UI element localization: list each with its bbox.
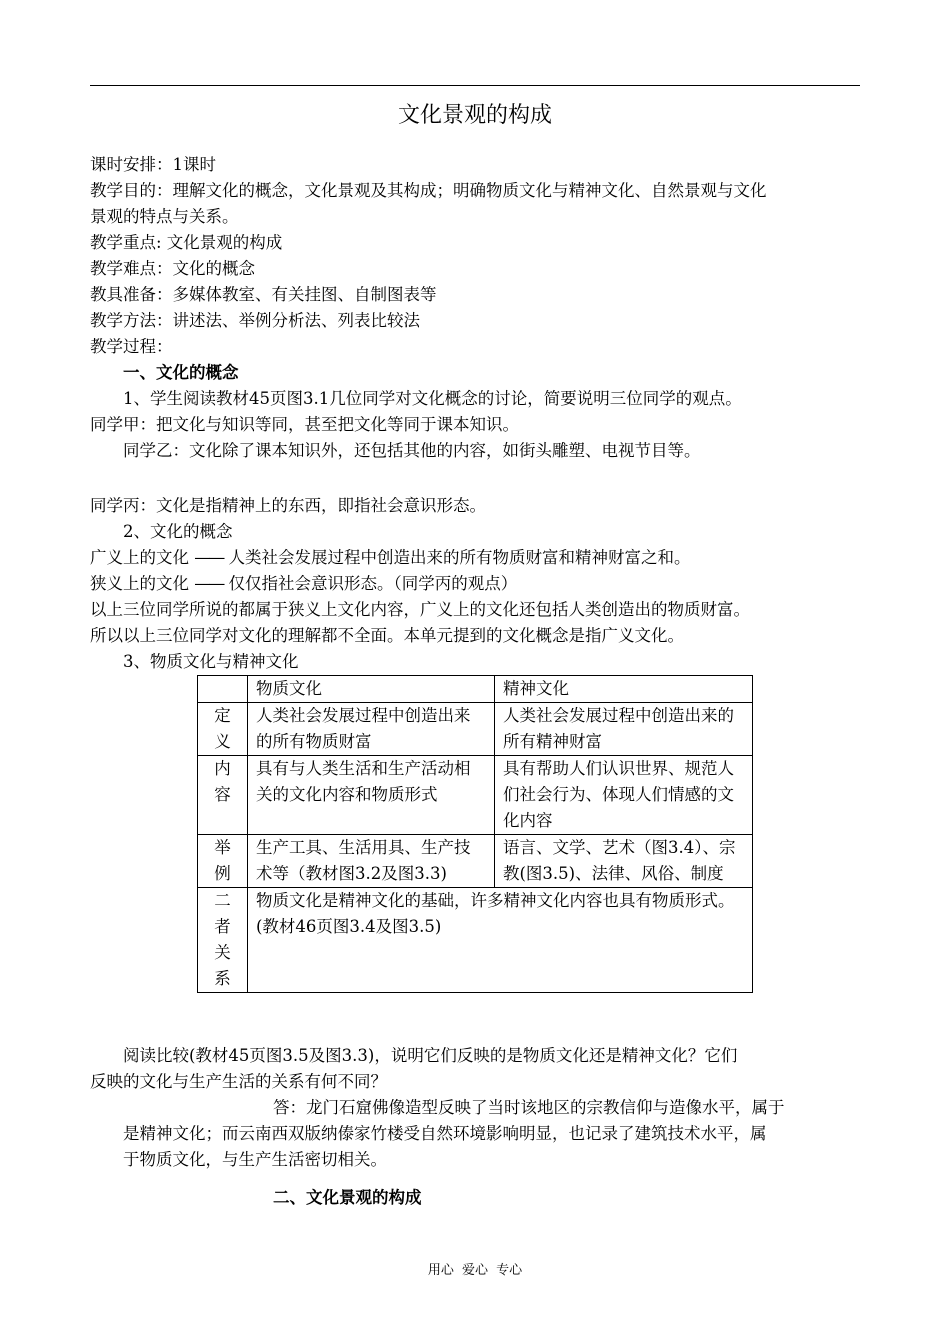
row-header-text: 定义 [214,706,231,751]
column-header-material: 物质文化 [248,676,495,703]
teaching-aids: 教具准备：多媒体教室、有关挂图、自制图表等 [90,285,437,304]
term: 狭义上的文化 [90,574,189,593]
table-cell: 具有帮助人们认识世界、规范人们社会行为、体现人们情感的文化内容 [495,756,753,835]
section-1-heading: 一、文化的概念 [123,363,239,382]
row-header [198,703,248,756]
section-2-heading: 二、文化景观的构成 [273,1188,422,1207]
term: 广义上的文化 [90,548,189,567]
table-cell: 具有与人类生活和生产活动相关的文化内容和物质形式 [248,756,495,835]
paragraph: 反映的文化与生产生活的关系有何不同？ [90,1072,387,1091]
table-row [198,835,753,888]
row-header [198,756,248,835]
table-row [198,703,753,756]
paragraph: 以上三位同学所说的都属于狭义上文化内容，广义上的文化还包括人类创造出的物质财富。 [90,600,750,619]
class-hours: 课时安排：1课时 [90,155,216,174]
student-a-view: 同学甲：把文化与知识等同，甚至把文化等同于课本知识。 [90,415,519,434]
row-header-text: 内容 [214,759,231,804]
row-header [198,835,248,888]
page-footer: 用心 爱心 专心 [427,1263,523,1278]
table-cell: 生产工具、生活用具、生产技术等（教材图3.2及图3.3) [248,835,495,888]
dash: —— [194,548,224,567]
table-corner-cell [198,676,248,703]
row-header-text: 举例 [214,838,231,883]
dash: —— [194,574,224,593]
teaching-process: 教学过程： [90,337,173,356]
narrow-culture-definition [90,571,517,597]
row-header [198,888,248,993]
teaching-purpose-cont: 景观的特点与关系。 [90,207,239,226]
table-cell: 语言、文学、艺术（图3.4）、宗教(图3.5)、法律、风俗、制度 [495,835,753,888]
teaching-methods: 教学方法：讲述法、举例分析法、列表比较法 [90,311,420,330]
definition: 人类社会发展过程中创造出来的所有物质财富和精神财富之和。 [228,548,691,567]
student-b-view: 同学乙：文化除了课本知识外，还包括其他的内容，如街头雕塑、电视节目等。 [123,441,701,460]
teaching-focus: 教学重点: 文化景观的构成 [90,233,283,252]
teaching-purpose: 教学目的：理解文化的概念，文化景观及其构成；明确物质文化与精神文化、自然景观与文化 [90,181,767,200]
paragraph: 阅读比较(教材45页图3.5及图3.3)，说明它们反映的是物质文化还是精神文化？它们 [123,1046,738,1065]
answer-cont: 是精神文化；而云南西双版纳傣家竹楼受自然环境影响明显，也记录了建筑技术水平，属 [123,1124,767,1143]
answer: 答：龙门石窟佛像造型反映了当时该地区的宗教信仰与造像水平，属于 [273,1098,785,1117]
broad-culture-definition [90,545,691,571]
paragraph: 1、学生阅读教材45页图3.1几位同学对文化概念的讨论，简要说明三位同学的观点。 [123,389,742,408]
table-cell: 物质文化是精神文化的基础，许多精神文化内容也具有物质形式。(教材46页图3.4及图3.5) [248,888,753,993]
row-header-text: 二者关系 [214,891,231,988]
answer-cont: 于物质文化，与生产生活密切相关。 [123,1150,387,1169]
page-title: 文化景观的构成 [397,103,552,128]
table-row [198,888,753,993]
header-rule [90,85,860,86]
subheading: 3、物质文化与精神文化 [123,652,299,671]
teaching-difficulty: 教学难点：文化的概念 [90,259,255,278]
culture-comparison-table [197,675,753,993]
table-cell: 人类社会发展过程中创造出来的所有精神财富 [495,703,753,756]
definition: 仅仅指社会意识形态。（同学丙的观点） [228,574,518,593]
subheading: 2、文化的概念 [123,522,233,541]
student-c-view: 同学丙：文化是指精神上的东西，即指社会意识形态。 [90,496,486,515]
table-row [198,756,753,835]
table-cell: 人类社会发展过程中创造出来的所有物质财富 [248,703,495,756]
column-header-spiritual: 精神文化 [495,676,753,703]
table-header-row [198,676,753,703]
paragraph: 所以以上三位同学对文化的理解都不全面。本单元提到的文化概念是指广义文化。 [90,626,684,645]
